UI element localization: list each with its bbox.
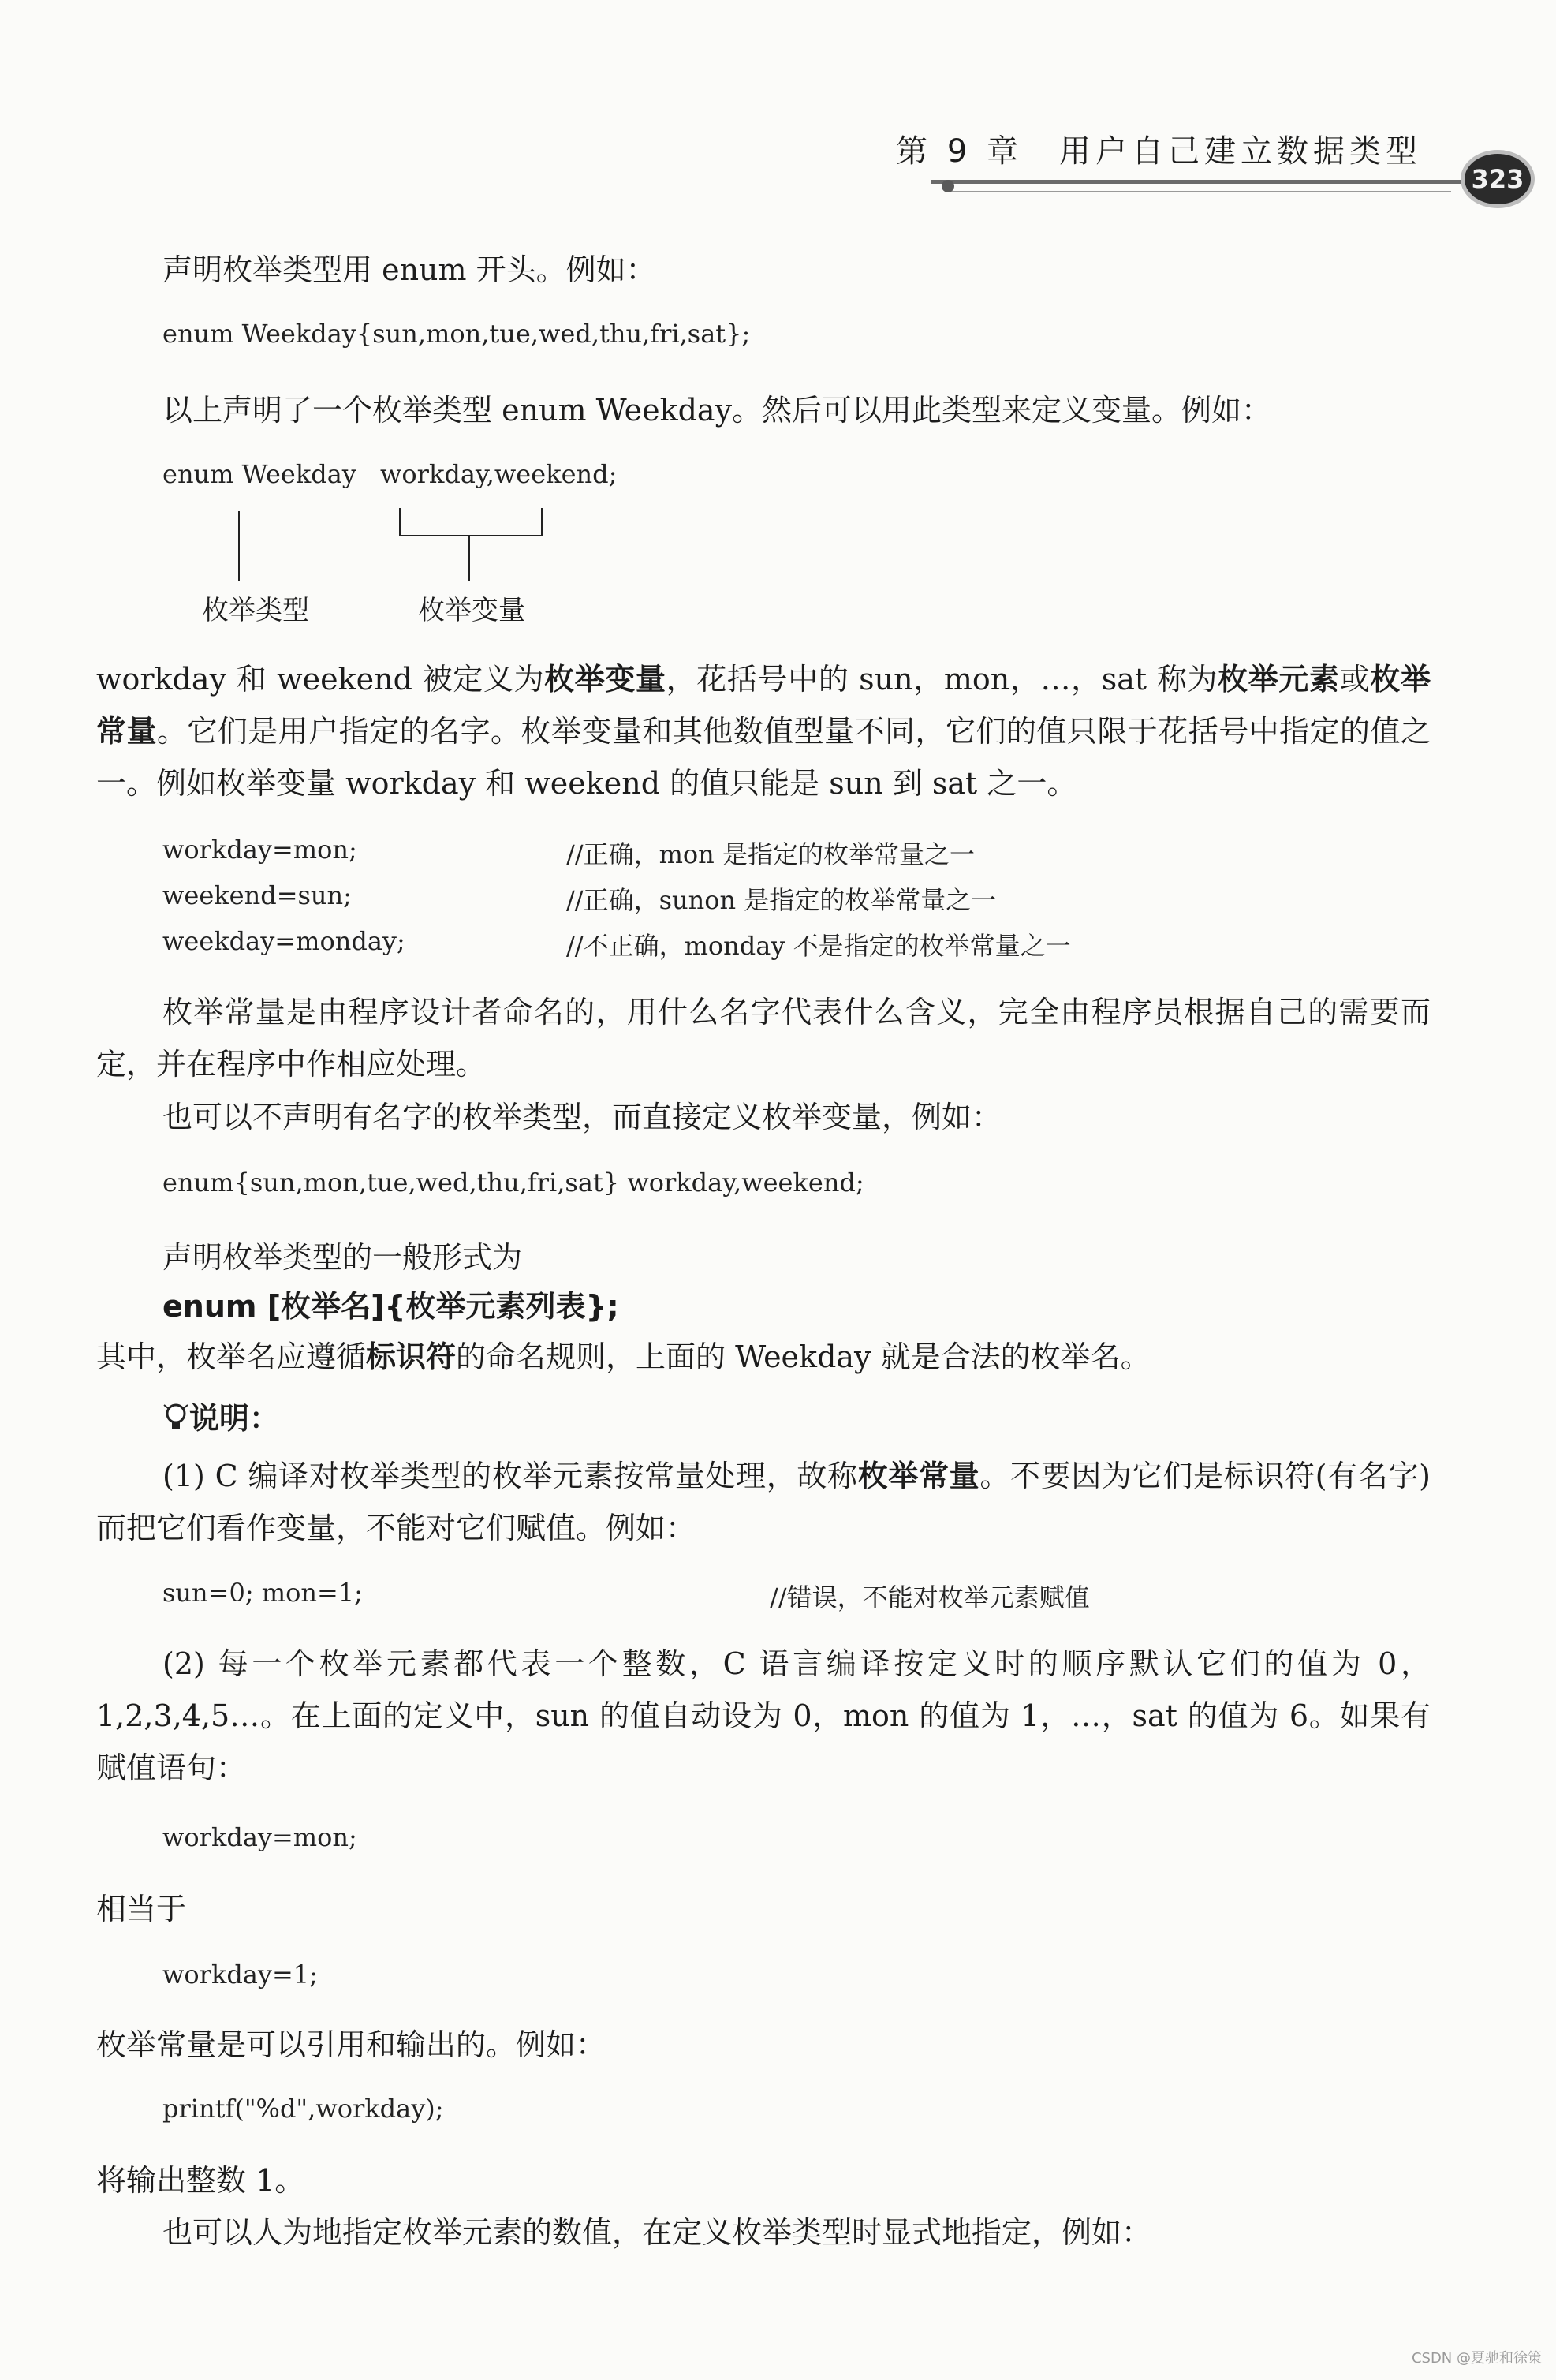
code-6: printf("%d",workday); [162, 2094, 444, 2124]
para-6: 声明枚举类型的一般形式为 [162, 1240, 523, 1275]
code-3: sun=0; mon=1; [162, 1578, 363, 1608]
para-3: workday 和 weekend 被定义为枚举变量，花括号中的 sun，mon，…，sat 称为枚举元素或枚举常量。它们是用户指定的名字。枚举变量和其他数值型量不同，它们的值只限于花括号中指定的值之一。例如枚举变量 workday 和 weekend 的值只能是 sun 到 sat 之一。 [96, 662, 1431, 801]
diagram-type-pointer [238, 511, 240, 581]
example-2-comment: //正确，sunon 是指定的枚举常量之一 [566, 885, 997, 915]
header-rule [931, 180, 1467, 184]
example-3-code: weekday=monday; [162, 926, 405, 956]
para-2: 以上声明了一个枚举类型 enum Weekday。然后可以用此类型来定义变量。例如： [162, 393, 1272, 428]
code-4: workday=mon; [162, 1822, 357, 1852]
para-7: 其中，枚举名应遵循标识符的命名规则，上面的 Weekday 就是合法的枚举名。 [96, 1339, 1151, 1374]
code-2: enum{sun,mon,tue,wed,thu,fri,sat} workday,weekend; [162, 1168, 864, 1197]
example-1-comment: //正确，mon 是指定的枚举常量之一 [566, 839, 975, 869]
diagram-vars-label: 枚举变量 [418, 595, 525, 626]
para-11: 也可以人为地指定枚举元素的数值，在定义枚举类型时显式地指定，例如： [162, 2215, 1152, 2250]
diagram-bracket-left [399, 508, 401, 536]
lightbulb-icon [162, 1402, 189, 1433]
page-number-badge [1461, 150, 1535, 208]
diagram-type-code: enum Weekday [162, 459, 356, 489]
diagram-vars-code: workday,weekend; [380, 459, 618, 489]
para-10: 将输出整数 1。 [96, 2163, 305, 2198]
general-form: enum [枚举名]{枚举元素列表}; [162, 1289, 619, 1324]
diagram-vars-pointer [468, 536, 470, 581]
note-label: 说明： [189, 1401, 280, 1436]
code-1: enum Weekday{sun,mon,tue,wed,thu,fri,sat}; [162, 319, 751, 349]
diagram-bracket-bottom [399, 535, 543, 536]
header-rule-dot [942, 180, 954, 192]
note-2: (2) 每一个枚举元素都代表一个整数，C 语言编译按定义时的顺序默认它们的值为 0，1,2,3,4,5…。在上面的定义中，sun 的值自动设为 0，mon 的值为 1，…，sat 的值为 6。如果有赋值语句： [96, 1646, 1431, 1785]
example-2-code: weekend=sun; [162, 880, 352, 910]
para-1: 声明枚举类型用 enum 开头。例如： [162, 252, 656, 287]
example-1-code: workday=mon; [162, 835, 357, 865]
chapter-title: 第 9 章 用户自己建立数据类型 [896, 133, 1422, 170]
header-rule-thin [946, 191, 1451, 192]
para-9: 枚举常量是可以引用和输出的。例如： [96, 2027, 606, 2062]
para-4: 枚举常量是由程序设计者命名的，用什么名字代表什么含义，完全由程序员根据自己的需要而定，并在程序中作相应处理。 [96, 995, 1431, 1082]
code-5: workday=1; [162, 1960, 318, 1990]
para-5: 也可以不声明有名字的枚举类型，而直接定义枚举变量，例如： [162, 1100, 1002, 1134]
example-3-comment: //不正确，monday 不是指定的枚举常量之一 [566, 931, 1071, 961]
page-number: 323 [1471, 164, 1524, 194]
diagram-type-label: 枚举类型 [202, 595, 309, 626]
note-heading [162, 1393, 279, 1444]
watermark: CSDN @夏驰和徐策 [1411, 2350, 1542, 2367]
diagram-bracket-right [541, 508, 543, 536]
code-3-comment: //错误，不能对枚举元素赋值 [770, 1582, 1090, 1612]
para-8: 相当于 [96, 1892, 187, 1926]
note-1: (1) C 编译对枚举类型的枚举元素按常量处理，故称枚举常量。不要因为它们是标识符(有名字)而把它们看作变量，不能对它们赋值。例如： [96, 1459, 1431, 1545]
